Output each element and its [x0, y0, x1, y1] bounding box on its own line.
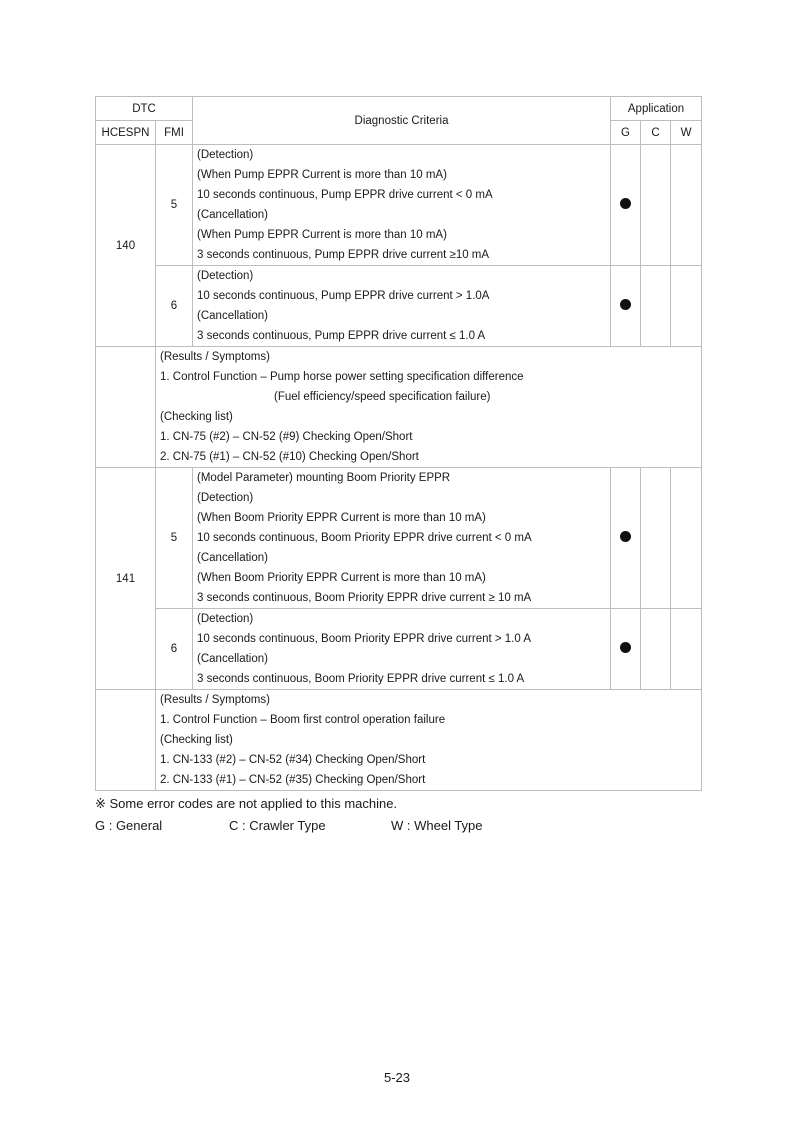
fmi-cell: 5: [156, 145, 193, 266]
fmi-header: FMI: [156, 121, 193, 145]
criteria-cell: [193, 145, 611, 266]
criteria-line: (Model Parameter) mounting Boom Priority EPPR: [197, 472, 451, 484]
results-line: (Results / Symptoms): [160, 351, 270, 363]
criteria-line: 10 seconds continuous, Boom Priority EPPR drive current < 0 mA: [197, 532, 532, 544]
app-c-cell: [641, 266, 671, 347]
criteria-line: 3 seconds continuous, Pump EPPR drive current ≤ 1.0 A: [197, 330, 486, 342]
criteria-cell: [193, 468, 611, 609]
app-w-cell: [671, 609, 702, 690]
applied-dot-icon: [620, 531, 631, 542]
criteria-line: (Cancellation): [197, 653, 268, 665]
criteria-line: (When Boom Priority EPPR Current is more than 10 mA): [197, 572, 486, 584]
dtc-table: [95, 96, 702, 791]
criteria-line: (When Pump EPPR Current is more than 10 mA): [197, 229, 447, 241]
legend-general: G : General: [95, 818, 163, 833]
criteria-line: (Cancellation): [197, 310, 268, 322]
page-number: 5-23: [383, 1070, 411, 1085]
criteria-line: (Cancellation): [197, 209, 268, 221]
results-line: (Checking list): [160, 411, 233, 423]
applied-dot-icon: [620, 642, 631, 653]
hcespn-cell: 141: [96, 468, 156, 690]
applied-dot-icon: [620, 299, 631, 310]
app-c-header: C: [641, 121, 671, 145]
criteria-line: 10 seconds continuous, Boom Priority EPPR drive current > 1.0 A: [197, 633, 532, 645]
dtc-header: DTC: [96, 97, 193, 121]
results-cell: [156, 347, 702, 468]
hcespn-cell-empty: [96, 690, 156, 791]
criteria-line: (Detection): [197, 492, 254, 504]
hcespn-header: HCESPN: [96, 121, 156, 145]
results-line: 2. CN-133 (#1) – CN-52 (#35) Checking Open/Short: [160, 774, 426, 786]
app-c-cell: [641, 468, 671, 609]
criteria-line: (Cancellation): [197, 552, 268, 564]
fmi-cell: 6: [156, 609, 193, 690]
legend-wheel: W : Wheel Type: [391, 818, 483, 833]
results-line: (Fuel efficiency/speed specification failure): [274, 391, 491, 403]
results-line: 2. CN-75 (#1) – CN-52 (#10) Checking Open/Short: [160, 451, 419, 463]
app-g-cell: [611, 266, 641, 347]
results-line: 1. CN-133 (#2) – CN-52 (#34) Checking Open/Short: [160, 754, 426, 766]
app-g-cell: [611, 468, 641, 609]
table-row: [96, 690, 702, 791]
app-g-header: G: [611, 121, 641, 145]
results-line: 1. Control Function – Pump horse power setting specification difference: [160, 371, 524, 383]
criteria-line: 10 seconds continuous, Pump EPPR drive current < 0 mA: [197, 189, 493, 201]
table-row: [96, 145, 702, 266]
app-w-header: W: [671, 121, 702, 145]
application-header: Application: [611, 97, 702, 121]
app-c-cell: [641, 145, 671, 266]
app-w-cell: [671, 266, 702, 347]
table-row: [96, 468, 702, 609]
table-row: [96, 609, 702, 690]
fmi-cell: 6: [156, 266, 193, 347]
app-w-cell: [671, 468, 702, 609]
results-line: (Results / Symptoms): [160, 694, 270, 706]
criteria-line: 10 seconds continuous, Pump EPPR drive current > 1.0A: [197, 290, 490, 302]
results-line: 1. CN-75 (#2) – CN-52 (#9) Checking Open/Short: [160, 431, 413, 443]
app-c-cell: [641, 609, 671, 690]
criteria-line: (Detection): [197, 149, 254, 161]
legend-crawler: C : Crawler Type: [229, 818, 326, 833]
results-line: (Checking list): [160, 734, 233, 746]
hcespn-cell-empty: [96, 347, 156, 468]
criteria-line: (When Boom Priority EPPR Current is more than 10 mA): [197, 512, 486, 524]
criteria-cell: [193, 609, 611, 690]
app-w-cell: [671, 145, 702, 266]
footnote: ※ Some error codes are not applied to this machine.: [95, 796, 398, 811]
app-g-cell: [611, 609, 641, 690]
diagnostic-criteria-header: Diagnostic Criteria: [193, 97, 611, 145]
criteria-line: 3 seconds continuous, Boom Priority EPPR drive current ≤ 1.0 A: [197, 673, 525, 685]
criteria-line: (Detection): [197, 613, 254, 625]
criteria-line: (When Pump EPPR Current is more than 10 mA): [197, 169, 447, 181]
criteria-line: (Detection): [197, 270, 254, 282]
results-line: 1. Control Function – Boom first control operation failure: [160, 714, 446, 726]
results-cell: [156, 690, 702, 791]
criteria-line: 3 seconds continuous, Pump EPPR drive current ≥10 mA: [197, 249, 490, 261]
hcespn-cell: 140: [96, 145, 156, 347]
table-row: [96, 347, 702, 468]
criteria-line: 3 seconds continuous, Boom Priority EPPR drive current ≥ 10 mA: [197, 592, 532, 604]
app-g-cell: [611, 145, 641, 266]
applied-dot-icon: [620, 198, 631, 209]
criteria-cell: [193, 266, 611, 347]
fmi-cell: 5: [156, 468, 193, 609]
table-row: [96, 266, 702, 347]
